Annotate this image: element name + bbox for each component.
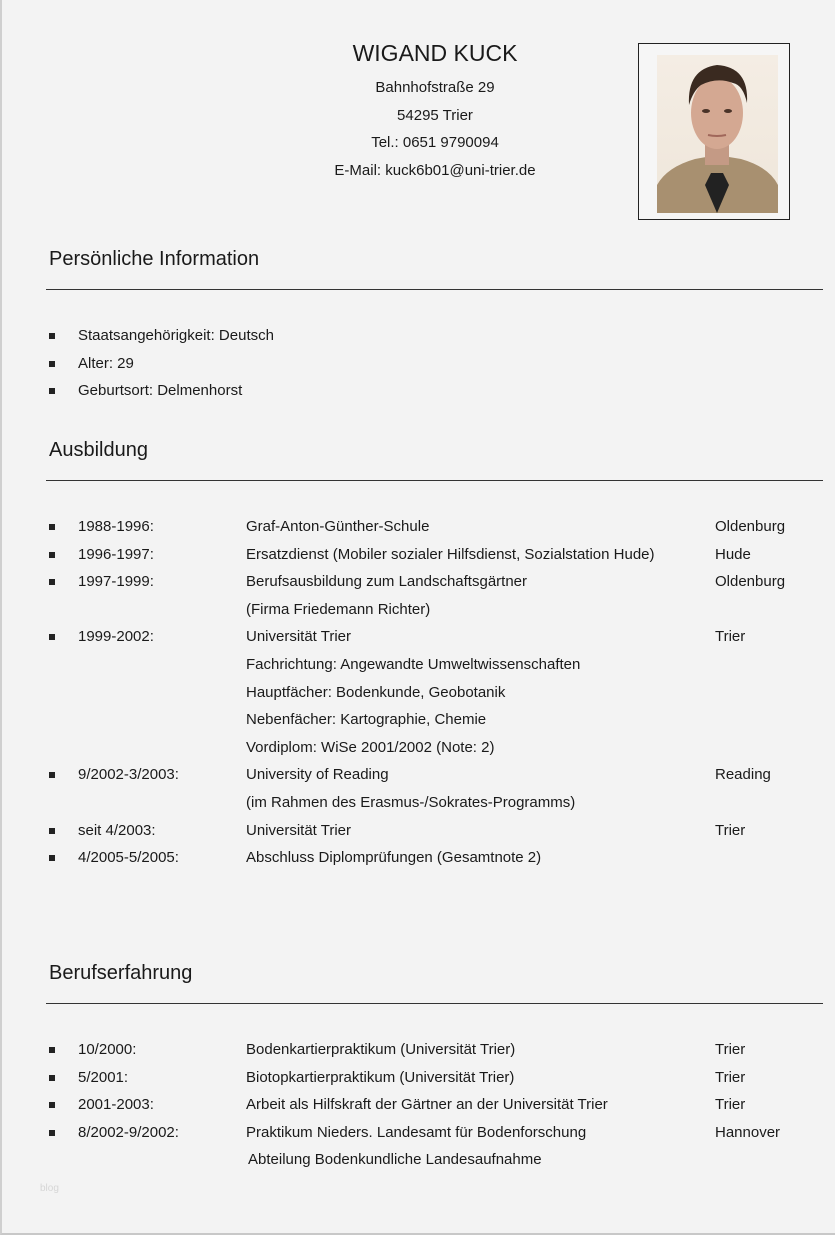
entry-description: Ersatzdienst (Mobiler sozialer Hilfsdienst, Sozialstation Hude) bbox=[246, 545, 655, 563]
entry-description: Fachrichtung: Angewandte Umweltwissenschaften bbox=[246, 655, 581, 673]
entry-row bbox=[0, 568, 835, 596]
entry-place: Trier bbox=[715, 821, 746, 839]
entry-row bbox=[0, 1064, 835, 1092]
bullet-icon bbox=[49, 361, 55, 367]
bullet-icon bbox=[49, 1130, 55, 1136]
watermark: blog bbox=[40, 1183, 59, 1194]
entry-row bbox=[0, 1119, 835, 1147]
entry-description: Abschluss Diplomprüfungen (Gesamtnote 2) bbox=[246, 849, 542, 867]
bullet-icon bbox=[49, 333, 55, 339]
email: E-Mail: kuck6b01@uni-trier.de bbox=[334, 161, 536, 179]
cv-header bbox=[240, 38, 630, 184]
entry-description: Hauptfächer: Bodenkunde, Geobotanik bbox=[246, 683, 506, 701]
bullet-icon bbox=[49, 579, 55, 585]
bullet-icon bbox=[49, 1047, 55, 1053]
bullet-icon bbox=[49, 634, 55, 640]
bullet-icon bbox=[49, 552, 55, 558]
education-list bbox=[0, 513, 835, 872]
entry-row bbox=[0, 513, 835, 541]
entry-date: 8/2002-9/2002: bbox=[78, 1123, 179, 1141]
entry-date: 1999-2002: bbox=[78, 628, 154, 646]
section-title-experience: Berufserfahrung bbox=[49, 962, 193, 984]
entry-place: Reading bbox=[715, 766, 771, 784]
entry-description: Nebenfächer: Kartographie, Chemie bbox=[246, 711, 487, 729]
entry-date: 4/2005-5/2005: bbox=[78, 849, 179, 867]
entry-place: Trier bbox=[715, 1041, 746, 1058]
item-text: Staatsangehörigkeit: Deutsch bbox=[78, 327, 274, 344]
bullet-icon bbox=[49, 524, 55, 530]
entry-description: (im Rahmen des Erasmus-/Sokrates-Programms) bbox=[246, 793, 576, 811]
entry-description: Berufsausbildung zum Landschaftsgärtner bbox=[246, 573, 528, 591]
list-item bbox=[0, 350, 835, 378]
section-title-personal: Persönliche Information bbox=[49, 248, 260, 270]
entry-row bbox=[0, 541, 835, 569]
entry-continuation bbox=[0, 789, 835, 817]
item-text: Alter: 29 bbox=[78, 354, 134, 372]
entry-continuation bbox=[0, 679, 835, 707]
entry-continuation bbox=[0, 651, 835, 679]
phone: Tel.: 0651 9790094 bbox=[371, 134, 499, 151]
entry-description: Bodenkartierpraktikum (Universität Trier) bbox=[246, 1041, 516, 1058]
entry-date: 1996-1997: bbox=[78, 545, 154, 563]
section-title-education: Ausbildung bbox=[49, 439, 148, 461]
portrait-photo bbox=[657, 55, 778, 213]
section-divider bbox=[46, 1003, 823, 1004]
entry-place: Hude bbox=[715, 545, 751, 563]
entry-continuation bbox=[0, 596, 835, 624]
portrait-photo-frame bbox=[638, 43, 790, 220]
entry-place: Hannover bbox=[715, 1123, 781, 1141]
bullet-icon bbox=[49, 828, 55, 834]
entry-date: 1988-1996: bbox=[78, 518, 154, 535]
entry-row bbox=[0, 623, 835, 651]
entry-date: 5/2001: bbox=[78, 1068, 129, 1086]
entry-description: University of Reading bbox=[246, 766, 389, 784]
bullet-icon bbox=[49, 1102, 55, 1108]
item-text: Geburtsort: Delmenhorst bbox=[78, 382, 243, 400]
entry-row bbox=[0, 1036, 835, 1064]
entry-date: 10/2000: bbox=[78, 1041, 137, 1058]
entry-place: Trier bbox=[715, 1096, 746, 1114]
entry-place: Oldenburg bbox=[715, 518, 786, 535]
entry-description: Biotopkartierpraktikum (Universität Trier) bbox=[246, 1068, 515, 1086]
bullet-icon bbox=[49, 855, 55, 861]
experience-list bbox=[0, 1036, 835, 1174]
address-city: 54295 Trier bbox=[397, 106, 473, 124]
person-name: WIGAND KUCK bbox=[352, 40, 518, 66]
entry-date: seit 4/2003: bbox=[78, 821, 156, 839]
entry-description: Abteilung Bodenkundliche Landesaufnahme bbox=[248, 1151, 542, 1169]
entry-date: 2001-2003: bbox=[78, 1096, 154, 1114]
entry-date: 9/2002-3/2003: bbox=[78, 766, 179, 784]
bullet-icon bbox=[49, 1075, 55, 1081]
section-divider bbox=[46, 480, 823, 481]
entry-continuation bbox=[0, 706, 835, 734]
entry-continuation bbox=[0, 1146, 835, 1174]
entry-description: Arbeit als Hilfskraft der Gärtner an der Universität Trier bbox=[246, 1096, 608, 1114]
entry-place: Trier bbox=[715, 628, 746, 646]
entry-description: Graf-Anton-Günther-Schule bbox=[246, 518, 430, 535]
entry-place: Oldenburg bbox=[715, 573, 786, 591]
entry-continuation bbox=[0, 734, 835, 762]
entry-row bbox=[0, 817, 835, 845]
entry-row bbox=[0, 844, 835, 872]
bullet-icon bbox=[49, 772, 55, 778]
entry-row bbox=[0, 761, 835, 789]
bullet-icon bbox=[49, 388, 55, 394]
entry-description: (Firma Friedemann Richter) bbox=[246, 600, 431, 618]
entry-row bbox=[0, 1091, 835, 1119]
entry-description: Universität Trier bbox=[246, 628, 352, 646]
list-item bbox=[0, 377, 835, 405]
entry-description: Vordiplom: WiSe 2001/2002 (Note: 2) bbox=[246, 738, 495, 756]
personal-list bbox=[0, 322, 835, 405]
entry-place: Trier bbox=[715, 1068, 746, 1086]
section-divider bbox=[46, 289, 823, 290]
address-street: Bahnhofstraße 29 bbox=[375, 79, 495, 96]
entry-description: Universität Trier bbox=[246, 821, 352, 839]
entry-date: 1997-1999: bbox=[78, 573, 154, 591]
entry-description: Praktikum Nieders. Landesamt für Bodenforschung bbox=[246, 1123, 587, 1141]
list-item bbox=[0, 322, 835, 350]
